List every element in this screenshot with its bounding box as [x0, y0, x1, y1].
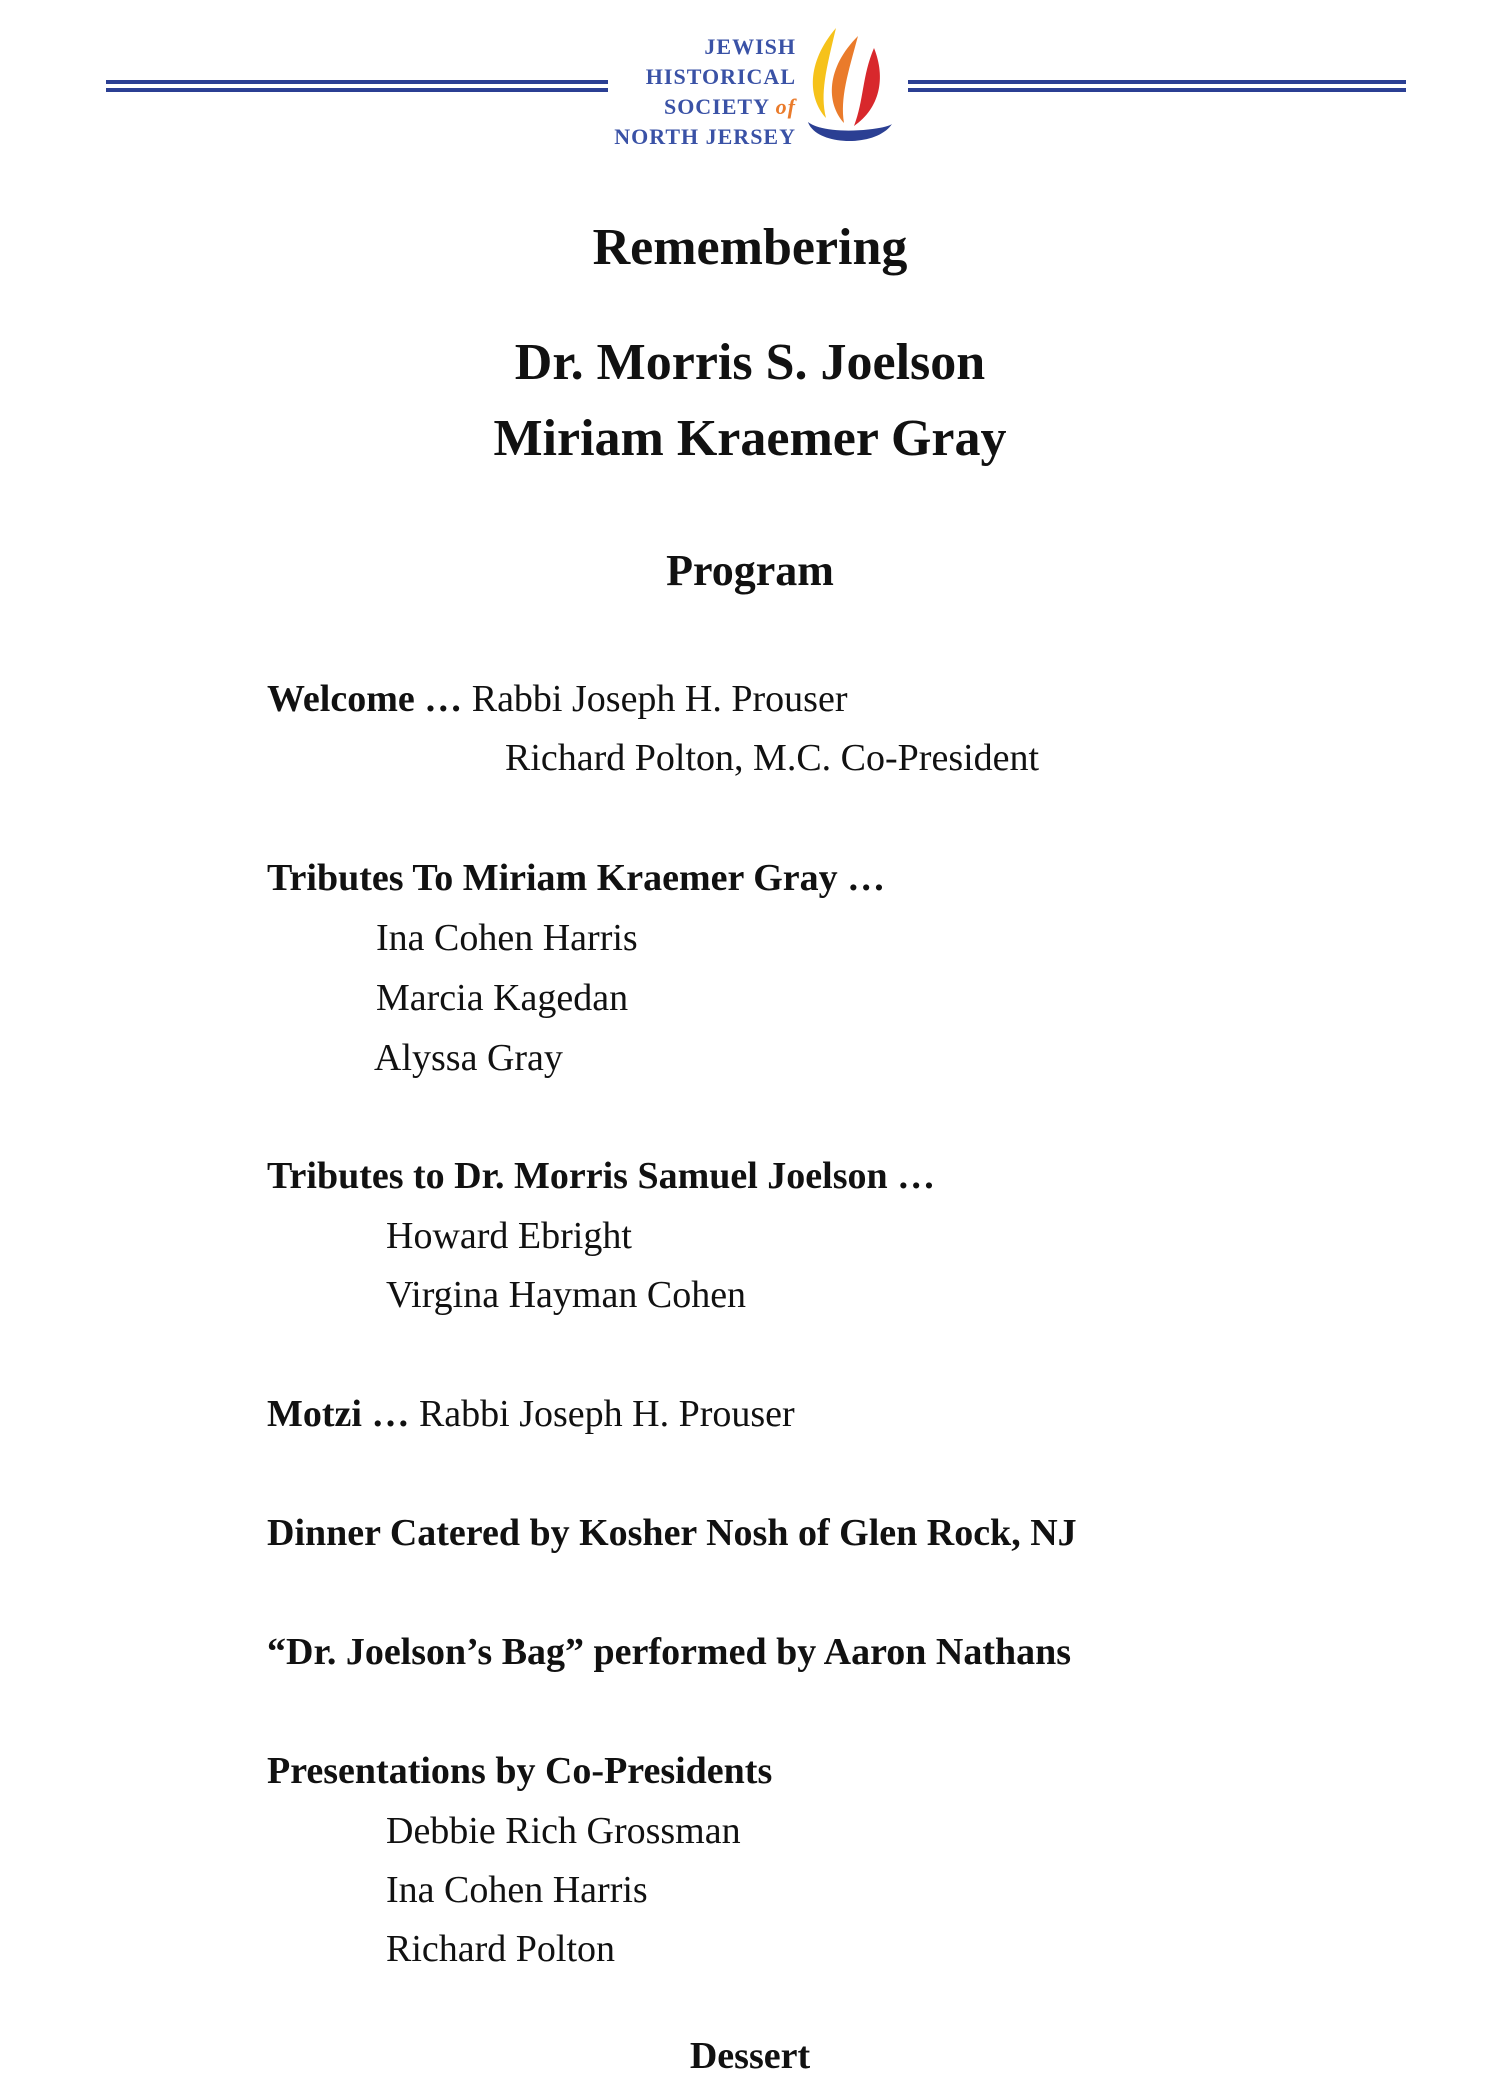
logo-wordmark	[614, 32, 796, 152]
logo-text-of: of	[775, 94, 796, 119]
welcome-section	[267, 670, 847, 729]
presenter-name: Debbie Rich Grossman	[386, 1810, 741, 1852]
tributes-joelson-label: Tributes to Dr. Morris Samuel Joelson …	[267, 1155, 936, 1197]
presentations-heading	[267, 1742, 772, 1801]
tributes-gray-name: Marcia Kagedan	[376, 977, 629, 1019]
presenter-name: Ina Cohen Harris	[386, 1869, 648, 1911]
tributes-gray-name: Ina Cohen Harris	[376, 917, 638, 959]
logo-text-society: SOCIETY	[663, 94, 770, 119]
honoree-name-joelson: Dr. Morris S. Joelson	[514, 334, 986, 391]
dinner-section	[267, 1504, 1077, 1563]
program-heading: Program	[666, 546, 834, 595]
tributes-gray-heading	[267, 849, 885, 908]
tributes-joelson-name: Virgina Hayman Cohen	[386, 1274, 747, 1316]
honoree-name-gray: Miriam Kraemer Gray	[493, 410, 1007, 467]
logo-text-line2: HISTORICAL	[645, 64, 796, 89]
flame-icon	[796, 18, 906, 158]
welcome-speaker-1: Rabbi Joseph H. Prouser	[471, 678, 848, 720]
presentations-label: Presentations by Co-Presidents	[267, 1750, 773, 1792]
welcome-label: Welcome …	[267, 678, 463, 720]
performance-section	[267, 1623, 1071, 1682]
tributes-joelson-heading	[267, 1147, 935, 1206]
performance-text: “Dr. Joelson’s Bag” performed by Aaron Nathans	[267, 1631, 1072, 1673]
logo-text-line1: JEWISH	[704, 34, 796, 59]
motzi-speaker: Rabbi Joseph H. Prouser	[418, 1393, 795, 1435]
header-rule-left	[106, 80, 608, 94]
logo-text-line4: NORTH JERSEY	[614, 124, 796, 149]
header-rule-right	[908, 80, 1406, 94]
tributes-gray-name: Alyssa Gray	[374, 1037, 563, 1079]
dinner-text: Dinner Catered by Kosher Nosh of Glen Rock, NJ	[267, 1512, 1077, 1554]
tributes-joelson-name: Howard Ebright	[386, 1215, 632, 1257]
dessert-heading: Dessert	[689, 2035, 811, 2077]
tributes-gray-label: Tributes To Miriam Kraemer Gray …	[267, 857, 886, 899]
presenter-name: Richard Polton	[386, 1928, 616, 1970]
motzi-section	[267, 1385, 795, 1444]
title-remembering: Remembering	[592, 219, 908, 276]
society-logo	[606, 18, 906, 158]
motzi-label: Motzi …	[267, 1393, 410, 1435]
welcome-speaker-2: Richard Polton, M.C. Co-President	[505, 737, 1040, 779]
logo-text-line3	[614, 92, 796, 122]
